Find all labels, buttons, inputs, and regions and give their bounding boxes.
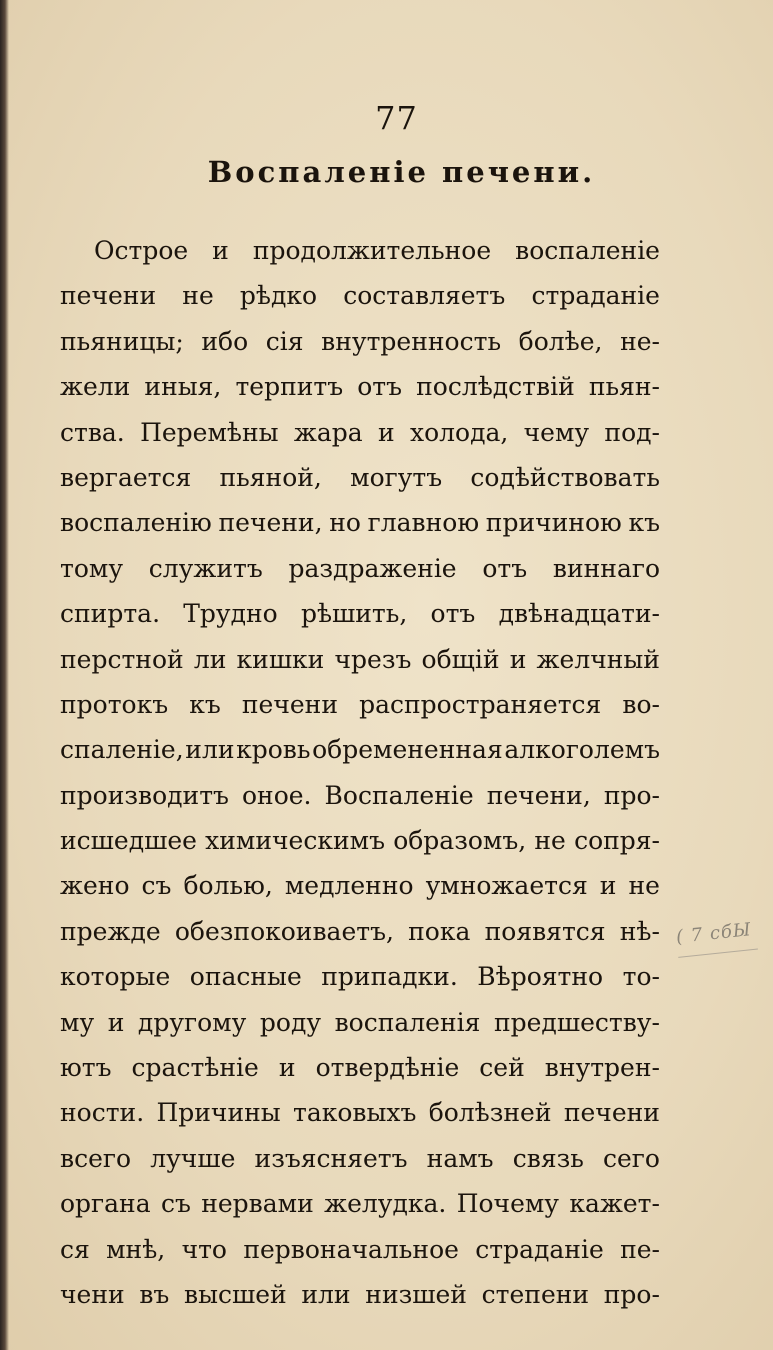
text-line [60, 273, 660, 318]
word: главною [367, 508, 480, 538]
word: болѣе, [518, 326, 603, 356]
word: опасные [189, 962, 302, 992]
text-line [60, 682, 660, 727]
word: протокъ [60, 689, 169, 719]
word: сопря- [574, 826, 660, 856]
text-line [60, 410, 660, 455]
word: двѣнадцати- [498, 599, 660, 629]
word: низшей [365, 1279, 467, 1309]
text-line [60, 364, 660, 409]
word: жара [293, 417, 363, 447]
word: къ [628, 508, 660, 538]
word: Почему [456, 1189, 560, 1219]
word: что [181, 1234, 227, 1264]
text-line [60, 863, 660, 908]
word: умножается [425, 871, 588, 901]
word: внутрен- [544, 1053, 660, 1083]
text-line [60, 954, 660, 999]
word: под- [604, 417, 660, 447]
word: Острое [94, 236, 189, 265]
text-line [60, 909, 660, 954]
text-line [60, 1272, 660, 1317]
word: рѣшить, [300, 599, 408, 629]
word: органа [60, 1189, 151, 1219]
page-number: 77 [375, 99, 418, 137]
margin-note: ( 7 сбЫ [675, 919, 753, 948]
word: медленно [284, 871, 414, 901]
word: продолжительное [252, 236, 492, 265]
word: печени, [218, 508, 323, 538]
word: воспаленіе [515, 236, 660, 265]
word: страданіе [531, 281, 660, 311]
word: про- [603, 780, 660, 810]
word: обремененная [312, 735, 503, 765]
word: сего [603, 1143, 660, 1173]
word: алкоголемъ [504, 735, 660, 765]
word: причиною [485, 508, 622, 538]
word: болью, [183, 871, 273, 901]
word: желчный [536, 644, 660, 674]
word: не- [620, 326, 660, 356]
word: кажет- [569, 1189, 660, 1219]
word: чени [60, 1279, 125, 1309]
word: страданіе [475, 1234, 604, 1264]
word: ибо [201, 326, 249, 356]
word: лучше [150, 1143, 236, 1173]
word: послѣдствій [416, 372, 575, 402]
word: и [599, 871, 617, 901]
word: холода, [409, 417, 509, 447]
word: кровь [236, 735, 311, 765]
binding-edge [0, 0, 9, 1350]
word: кишки [236, 644, 325, 674]
word: пьяной, [219, 462, 322, 492]
word: другому [137, 1007, 247, 1037]
word: таковыхъ [293, 1098, 417, 1128]
word: химическимъ [205, 826, 385, 856]
text-line [60, 591, 660, 636]
word: внутренность [321, 326, 502, 356]
word: печени [241, 689, 338, 719]
word: нѣ- [619, 916, 660, 946]
word: служитъ [148, 553, 263, 583]
body-text [60, 228, 660, 1317]
word: Воспаленіе [324, 780, 474, 810]
text-line [60, 773, 660, 818]
chapter-title: Воспаленіе печени. [207, 155, 596, 189]
text-line [60, 500, 660, 545]
word: спирта. [60, 599, 161, 629]
text-line [60, 228, 660, 273]
word: Причины [156, 1098, 281, 1128]
text-line [60, 1090, 660, 1135]
text-line [60, 1000, 660, 1045]
text-line [60, 1227, 660, 1272]
word: оное. [241, 780, 312, 810]
word: припадки. [321, 962, 458, 992]
text-line [60, 546, 660, 591]
text-line [60, 1045, 660, 1090]
word: общій [421, 644, 500, 674]
word: и [107, 1007, 125, 1037]
text-line [60, 319, 660, 364]
word: му [60, 1007, 95, 1037]
word: въ [139, 1279, 170, 1309]
word: ности. [60, 1098, 145, 1128]
word: чрезъ [334, 644, 412, 674]
word: ли [193, 644, 227, 674]
word: изъясняетъ [254, 1143, 408, 1173]
word: намъ [426, 1143, 494, 1173]
word: производитъ [60, 780, 229, 810]
word: или [301, 1279, 351, 1309]
word: распространяется [359, 689, 602, 719]
word: составляетъ [343, 281, 506, 311]
word: исшедшее [60, 826, 197, 856]
word: сія [265, 326, 304, 356]
word: вергается [60, 462, 192, 492]
word: терпитъ [235, 372, 344, 402]
word: обезпокоиваетъ, [174, 916, 394, 946]
word: печени [563, 1098, 660, 1128]
word: мнѣ, [106, 1234, 166, 1264]
text-line [60, 637, 660, 682]
word: жели [60, 372, 131, 402]
word: печени, [486, 780, 591, 810]
word: пьяницы; [60, 326, 184, 356]
word: иныя, [144, 372, 222, 402]
word: перстной [60, 644, 184, 674]
word: высшей [184, 1279, 287, 1309]
word: отъ [482, 553, 528, 583]
word: рѣдко [239, 281, 318, 311]
text-line [60, 818, 660, 863]
word: ютъ [60, 1053, 112, 1083]
word: нервами [201, 1189, 314, 1219]
word: которые [60, 962, 171, 992]
word: чему [523, 417, 590, 447]
word: то- [622, 962, 660, 992]
word: съ [160, 1189, 191, 1219]
word: и [509, 644, 527, 674]
word: не [534, 826, 566, 856]
word: степени [481, 1279, 590, 1309]
word: воспаленія [334, 1007, 481, 1037]
word: всего [60, 1143, 132, 1173]
word: Перемѣны [140, 417, 279, 447]
word: пьян- [588, 372, 660, 402]
text-line [60, 1181, 660, 1226]
word: воспаленію [60, 508, 212, 538]
text-line [60, 455, 660, 500]
word: содѣйствовать [470, 462, 660, 492]
word: сей [479, 1053, 525, 1083]
word: предшеству- [493, 1007, 660, 1037]
word: первоначальное [243, 1234, 459, 1264]
word: срастѣніе [131, 1053, 259, 1083]
word: съ [141, 871, 172, 901]
word: ся [60, 1234, 90, 1264]
word: связь [512, 1143, 584, 1173]
word: про- [603, 1279, 660, 1309]
word: во- [622, 689, 660, 719]
word: пока [408, 916, 471, 946]
word: могутъ [350, 462, 443, 492]
word: и [378, 417, 395, 447]
word: печени [60, 281, 157, 311]
word: болѣзней [428, 1098, 552, 1128]
text-line [60, 1136, 660, 1181]
word: Трудно [183, 599, 278, 629]
word: отъ [430, 599, 476, 629]
word: отъ [357, 372, 403, 402]
word: образомъ, [393, 826, 527, 856]
word: желудка. [324, 1189, 447, 1219]
word: тому [60, 553, 124, 583]
word: къ [189, 689, 221, 719]
word: но [329, 508, 361, 538]
word: не [628, 871, 660, 901]
word: или [185, 735, 235, 765]
word: появятся [484, 916, 606, 946]
word: ства. [60, 417, 125, 447]
word: виннаго [552, 553, 660, 583]
word: не [182, 281, 214, 311]
word: и [212, 236, 229, 265]
word: прежде [60, 916, 161, 946]
word: жено [60, 871, 130, 901]
word: Вѣроятно [477, 962, 604, 992]
word: и [278, 1053, 296, 1083]
word: раздраженіе [288, 553, 457, 583]
word: отвердѣніе [315, 1053, 460, 1083]
word: пе- [620, 1234, 660, 1264]
text-line [60, 727, 660, 772]
word: спаленіе, [60, 735, 184, 765]
word: роду [259, 1007, 322, 1037]
